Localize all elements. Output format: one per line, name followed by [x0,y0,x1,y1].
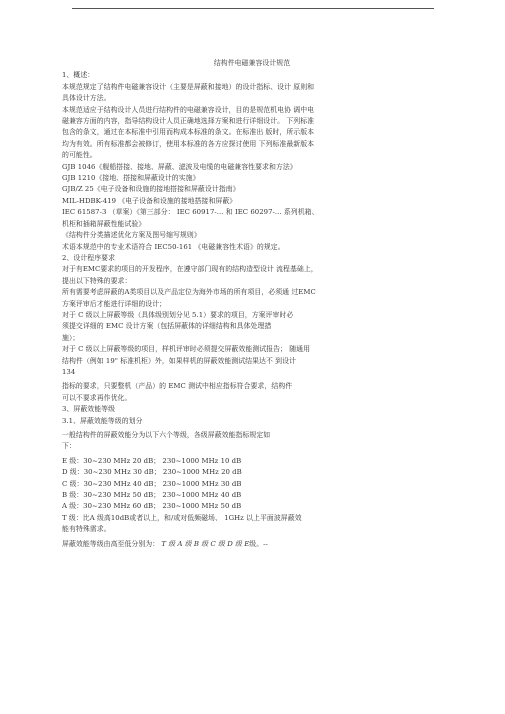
paragraph-line: 所有需要考虑屏蔽的A类项目以及产品定位为海外市场的所有项目，必须通 过EMC [62,288,316,297]
section-heading-shielding-levels: 3、屏蔽效能等级 [62,405,116,414]
top-rule [72,8,434,9]
level-spec-e: E 级：30~230 MHz 20 dB； 230~1000 MHz 10 dB [62,456,242,465]
level-order-prefix: 屏蔽效能等级由高至低分别为： [62,539,162,548]
paragraph-line: 本规范规定了结构件电磁兼容设计（主要是屏蔽和接地）的设计指标、设计 原则和 [62,82,315,91]
document-title: 结构件电磁兼容设计规范 [213,59,291,67]
paragraph-line: 指标的要求，只要整机（产品）的 EMC 测试中相应指标符合要求，结构件 [62,382,293,391]
document-body [62,58,442,550]
level-spec-d: D 级：30~230 MHz 30 dB； 230~1000 MHz 20 dB [62,468,242,477]
reference-standard: MIL-HDBK-419 《电子设备和设施的接地搭接和屏蔽》 [62,196,237,205]
paragraph-line: 术语本规范中的专业术语符合 IEC50-161 《电磁兼容性术语》的规定。 [62,242,285,251]
paragraph-line: 对于有EMC要求的项目的开发程序，在遵守部门现有的结构造型设计 流程基础上， [62,265,318,274]
paragraph-line: 对于 C 级以上屏蔽等级的项目，样机评审时必须提交屏蔽效能测试报告； 随通用 [62,345,311,354]
reference-standard: 机柜和插箱屏蔽性能试验》 [62,219,146,228]
reference-standard: IEC 61587-3 （草案）《第三部分： IEC 60917-... 和 IEC 60297-... 系列机箱、 [62,208,319,217]
page-number: 134 [62,367,76,376]
paragraph-line: 包含的条文，通过在本标准中引用而构成本标准的条文。在标准出 版时，所示版本 [62,128,315,137]
paragraph-line: 本规范适应于结构设计人员进行结构件的电磁兼容设计，目的是规范机电协 调中电 [62,105,315,114]
reference-standard: GJB/Z 25《电子设备和设施的接地搭接和屏蔽设计指南》 [62,185,240,194]
paragraph-line: 能有特殊需求。 [62,525,111,534]
paragraph-line: 须提交详细的 EMC 设计方案（包括屏蔽体的详细结构和具体处理措 [62,322,272,331]
level-spec-a: A 级：30~230 MHz 60 dB； 230~1000 MHz 50 dB [62,502,242,511]
level-spec-t: T 级：比A 级高10dB或者以上，和/或对低频磁场、 1GHz 以上平面波屏蔽效 [62,513,302,522]
level-spec-b: B 级：30~230 MHz 50 dB； 230~1000 MHz 40 dB [62,491,242,500]
level-order-sequence: T 级 A 级 B 级 C 级 D 级 E [161,539,250,548]
paragraph-line: 对于 C 级以上屏蔽等级（具体级别划分见 5.1）要求的项目，方案评审时必 [62,310,294,319]
section-heading-overview: 1、概述： [62,71,95,80]
paragraph-line: 的可能性。 [62,151,97,160]
level-order-suffix: 级。-- [249,539,268,548]
reference-standard: GJB 1210《接地、搭接和屏蔽设计的实施》 [62,174,200,183]
paragraph-line: 具体设计方法。 [62,94,111,103]
reference-standard: GJB 1046《舰船搭接、接地、屏蔽、滤波及电缆的电磁兼容性要求和方法》 [62,162,297,171]
paragraph-line: 可以不要求再作优化。 [62,393,132,402]
level-spec-c: C 级：30~230 MHz 40 dB； 230~1000 MHz 30 dB [62,479,242,488]
paragraph-line: 均为有效。所有标准都会被修订，使用本标准的各方应探讨使用 下列标准最新版本 [62,139,315,148]
section-heading-design-process: 2、设计程序要求 [62,253,116,262]
paragraph-line: 结构件（例如 19" 标准机柜）外，如果样机的屏蔽效能测试结果达不 到设计 [62,356,296,365]
paragraph-line: 方案评审后才能进行详细的设计； [62,299,167,308]
paragraph-line: 提出以下特殊的要求： [62,276,132,285]
reference-standard: 《结构件分类描述优化方案及图号缩写规则》 [62,231,201,240]
paragraph-line: 磁兼容方面的内容，指导结构设计人员正确地选择方案和进行详细设计。 下列标准 [62,117,315,126]
paragraph-line: 一般结构件的屏蔽效能分为以下六个等级，各级屏蔽效能指标规定如 [62,431,271,439]
level-order-line [62,539,442,550]
paragraph-line: 施）； [62,333,80,342]
paragraph-line: 下： [62,442,76,451]
subsection-heading: 3.1、屏蔽效能等级的划分 [62,416,143,425]
